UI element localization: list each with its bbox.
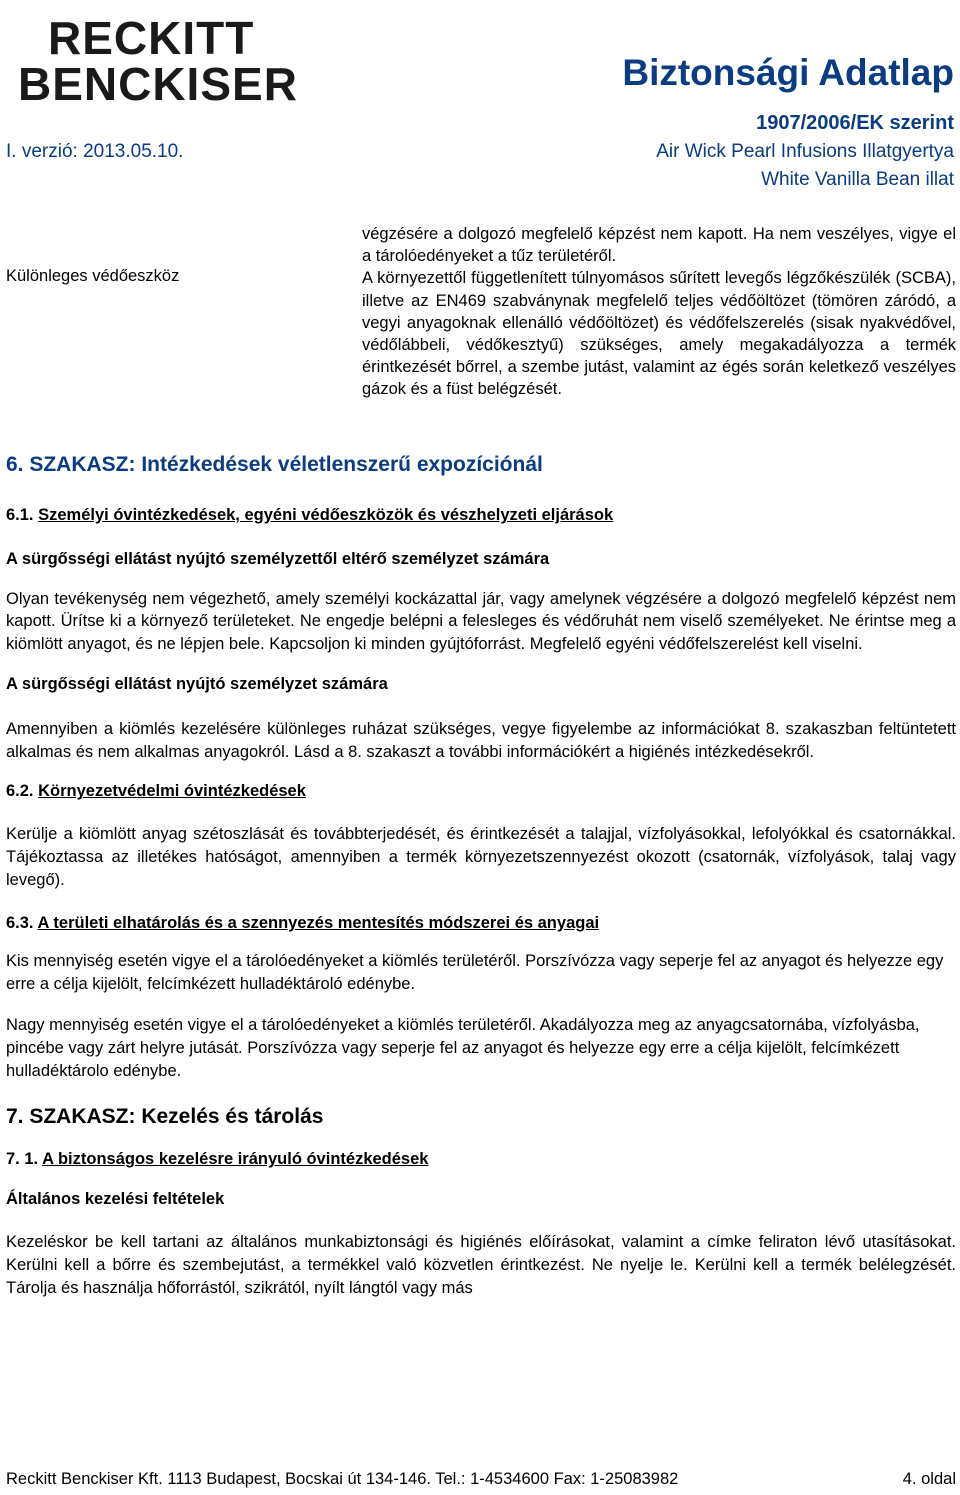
version: I. verzió: 2013.05.10. <box>6 141 184 162</box>
general-text: Kezeléskor be kell tartani az általános munkabiztonsági és higiénés előírásokat, valamint a címke feliraton lévő utasításokat. Kerülni kell a bőrre és szembejutást, a termékkel való közvetlen érintkezést. Ne nyelje le. Kerülni kell a termék belélegzését. Tárolja és használja hőforrástól, szikrától, nyílt lángtól vagy más <box>6 1232 956 1297</box>
company-logo <box>12 8 302 108</box>
s62-text: Kerülje a kiömlött anyag szétoszlását és továbbterjedését, és érintkezését a talajjal, vízfolyásokkal, lefolyókkal és csatornákkal. Tájékoztassa az illetékes hatóságot, amennyiben a termék környezetszennyezést okozott (csatornák, vízfolyások, talaj vagy levegő). <box>6 825 956 889</box>
ppe-text-block <box>362 223 956 401</box>
s62-title: Környezetvédelmi óvintézkedések <box>38 782 306 801</box>
footer-company: Reckitt Benckiser Kft. 1113 Budapest, Bocskai út 134-146. Tel.: 1-4534600 Fax: 1-25083982 <box>6 1470 679 1488</box>
s71-number: 7. 1. <box>6 1150 39 1169</box>
general-heading: Általános kezelési feltételek <box>6 1190 225 1209</box>
s71-heading <box>6 1148 956 1171</box>
s71-title: A biztonságos kezelésre irányuló óvintézkedések <box>42 1150 429 1169</box>
s62-heading <box>6 780 956 803</box>
footer-page-number: 4. oldal <box>902 1470 956 1488</box>
logo-line1: RECKITT <box>48 12 255 64</box>
main-content <box>6 450 956 1299</box>
s61-number: 6.1. <box>6 506 34 524</box>
document-title: Biztonsági Adatlap <box>622 52 954 93</box>
ppe-label: Különleges védőeszköz <box>6 267 180 285</box>
small-spill-text: Kis mennyiség esetén vigye el a tárolóedényeket a kiömlés területéről. Porszívózza vagy seperje fel az anyagot és helyezze egy erre a célja kijelölt, felcímkézett hulladéktároló edénybe. <box>6 952 944 994</box>
non-emergency-heading: A sürgősségi ellátást nyújtó személyzettől eltérő személyzet számára <box>6 549 550 568</box>
logo-line2: BENCKISER <box>18 58 298 108</box>
non-emergency-text: Olyan tevékenység nem végezhető, amely személyi kockázattal jár, vagy amelynek végzésére a dolgozó megfelelő képzést nem kapott. Ürítse ki a környező területeket. Ne engedje belépni a felesleges és védőruhát nem viselő személyeket. Ne érintse meg a kiömlött anyagot, és ne lépjen bele. Kapcsoljon ki minden gyújtóforrást. Megfelelő egyéni védőfelszerelést kell viselni. <box>6 589 956 654</box>
emergency-heading: A sürgősségi ellátást nyújtó személyzet számára <box>6 674 388 693</box>
product-name: Air Wick Pearl Infusions Illatgyertya <box>656 141 954 162</box>
s61-title: Személyi óvintézkedések, egyéni védőeszközök és vészhelyzeti eljárások <box>38 506 614 524</box>
s63-title: A területi elhatárolás és a szennyezés mentesítés módszerei és anyagai <box>37 913 600 932</box>
section7-heading: 7. SZAKASZ: Kezelés és tárolás <box>6 1105 324 1129</box>
regulation: 1907/2006/EK szerint <box>756 112 954 134</box>
s63-heading <box>6 912 956 935</box>
product-variant: White Vanilla Bean illat <box>761 169 954 190</box>
page-footer <box>6 1470 956 1489</box>
s61-heading <box>6 504 956 527</box>
s62-number: 6.2. <box>6 782 34 801</box>
s63-number: 6.3. <box>6 913 34 932</box>
section6-heading: 6. SZAKASZ: Intézkedések véletlenszerű expozíciónál <box>6 453 543 476</box>
ppe-prev-text: végzésére a dolgozó megfelelő képzést nem kapott. Ha nem veszélyes, vigye el a tárolóedényeket a tűz területéről. <box>362 225 956 266</box>
ppe-text: A környezettől függetlenített túlnyomásos sűrített levegős légzőkészülék (SCBA), illetve az EN469 szabványnak megfelelő teljes védőöltözet (tömören záródó, a vegyi anyagoknak ellenálló védőöltözet) és védőfelszerelés (sisak nyakvédővel, védőlábbeli, védőkesztyű) szükséges, amely megakadályozza a termék érintkezését bőrrel, a szembe jutást, valamint az égés során keletkező veszélyes gázok és a füst belégzését. <box>362 269 956 399</box>
emergency-text: Amennyiben a kiömlés kezelésére különleges ruházat szükséges, vegye figyelembe az információkat 8. szakaszban feltüntetett alkalmas és nem alkalmas anyagokról. Lásd a 8. szakaszt a további információkért a higiénés intézkedésekről. <box>6 719 956 761</box>
large-spill-text: Nagy mennyiség esetén vigye el a tárolóedényeket a kiömlés területéről. Akadályozza meg az anyagcsatornába, vízfolyásba, pincébe vagy zárt helyre jutását. Porszívózza vagy seperje fel az anyagot és helyezze egy erre a célja kijelölt, felcímkézett hulladéktárolo edénybe. <box>6 1015 920 1080</box>
